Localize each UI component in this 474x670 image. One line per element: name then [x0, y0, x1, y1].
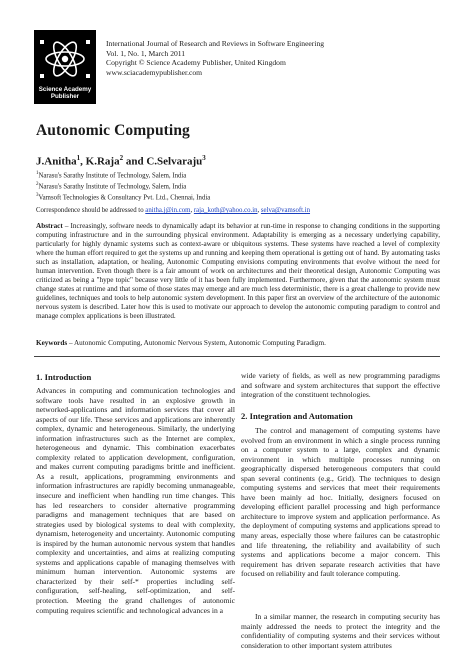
affiliation-sup: 3 [36, 193, 39, 198]
introduction-body: Advances in computing and communication technologies and software tools have resulted in an explosive growth in networked-applications and information services that cover all aspects of our life. These services and applications are inherently complex, dynamic and heterogeneous. Similarly, the underlying information infrastructures such as the Internet are complex, heterogeneous and dynamic. This combination exacerbates complexity related to application development, configuration, and makes current computing paradigms brittle and inefficient. As a result, applications, programming environments and information infrastructures are rapidly becoming unmanageable, insecure and inefficient when handling run time changes. This has led researchers to consider alternative programming paradigms and management techniques that are based on strategies used by biological systems to deal with complexity, dynamism, heterogeneity and uncertainty. Autonomic computing is inspired by the human autonomic nervous system that handles complexity and uncertainties, and aims at realizing computing systems and applications capable of managing themselves with minimum human intervention. Autonomic systems are characterized by their self-* properties including self-configuration, self-healing, self-optimization, and self-protection. Meeting the grand challenges of autonomic computing requires scientific and technological advances in a [36, 386, 235, 615]
integration-paragraph-1: The control and management of computing systems have evolved from an environment in which a single process running on a computer system to a large, complex and dynamic environment in which multiple processes running on geographically dispersed heterogeneous computers that could span several continents (e.g., Grid). The techniques to design computing systems and services that meet their requirements have been mainly ad hoc. Initially, designers focused on developing efficient parallel processing and high performance architecture to improve system and application performance. As the deployment of computing systems and applications spread to many areas, especially those where failures can be catastrophic and life threatening, the reliability and availability of such systems and applications become a major concern. This requirement has driven separate research activities that have focused on reliability and fault tolerance computing. [241, 426, 440, 579]
logo-line-2: Publisher [50, 93, 80, 100]
affiliation-text: Vamsoft Technologies & Consultancy Pvt. Ltd., Chennai, India [38, 194, 211, 202]
author-name: K.Raja [85, 155, 120, 168]
abstract-text: Increasingly, software needs to dynamically adapt its behavior at run-time in response to changing conditions in the supporting computing infrastructure and in the surrounding physical environment. Adaptability is emerging as a necessary underlying capability, particularly for highly dynamic systems such as context-aware or ubiquitous systems. These systems have reached a level of complexity where the human effort required to get the systems up and running and keeping them operational is getting out of hand. By automating tasks such as installation, adaptation, or healing, Autonomic Computing envisions computing environments that evolve without the need for human intervention. Even though there is a fair amount of work on architectures and their theoretical design, Autonomic Computing was criticized as being a "hype topic" because very little of it has been fully implemented. Furthermore, given that the autonomic system must change states at runtime and that some of those states may emerge and are much less deterministic, there is a great challenge to provide new guidelines, techniques and tools to help autonomic system development. In this paper first an overview of the architecture of the autonomic nervous system is described. Later how this is used to motivate our approach to develop the autonomic computing paradigm to control and manage complex applications is been illustrated. [36, 222, 441, 320]
keywords: Keywords – Autonomic Computing, Autonomic Nervous System, Autonomic Computing Paradigm. [36, 339, 326, 347]
integration-paragraph-2: In a similar manner, the research in computing security has mainly addressed the needs to protect the integrity and the confidentiality of computing systems and their services without consideration to other important system attributes [241, 612, 440, 650]
journal-info [106, 39, 426, 77]
author-sup: 1 [76, 154, 81, 162]
affiliation-text: Narasu's Sarathy Institute of Technology, Salem, India [38, 183, 187, 191]
abstract-label: Abstract [36, 222, 63, 230]
affiliation-text: Narasu's Sarathy Institute of Technology, Salem, India [38, 172, 187, 180]
affiliation [36, 170, 436, 180]
logo-line-1: Science Academy [38, 86, 92, 93]
journal-name: International Journal of Research and Reviews in Software Engineering [106, 39, 325, 48]
email-link[interactable]: selva@vamsoft.in [260, 207, 311, 214]
affiliation [36, 192, 436, 202]
continued-paragraph: wide variety of fields, as well as new programming paradigms and software and system architectures that support the effective integration of the constituent technologies. [241, 371, 440, 400]
paper-title: Autonomic Computing [36, 122, 190, 139]
author-sup: 3 [202, 154, 206, 162]
email-link[interactable]: anitha.j@in.com [145, 207, 191, 214]
affiliation [36, 181, 436, 191]
author-list: J.Anitha$^1$, K.Raja$^2$ and C.Selvaraju$^3$ [36, 154, 206, 168]
author-name: C.Selvaraju [146, 155, 203, 168]
section-heading-introduction: 1. Introduction [36, 372, 92, 382]
author-name: J.Anitha [36, 155, 77, 168]
atom-icon [34, 30, 96, 90]
email-link[interactable]: raja_koth@yahoo.co.in [193, 207, 258, 214]
journal-copyright: Copyright © Science Academy Publisher, United Kingdom [106, 58, 286, 68]
author-sup: 2 [119, 154, 124, 162]
journal-website[interactable]: www.sciacademypublisher.com [106, 67, 203, 77]
publisher-logo [34, 30, 96, 104]
keywords-label: Keywords [36, 339, 68, 347]
journal-volume: Vol. 1, No. 1, March 2011 [106, 48, 186, 58]
abstract: Abstract – Increasingly, software needs to dynamically adapt its behavior at run-time in response to changing conditions in the supporting computing infrastructure and in the surrounding physical environment. Adaptability is emerging as a necessary underlying capability, particularly for highly dynamic systems such as context-aware or ubiquitous systems. These systems have reached a level of complexity where the human effort required to get the systems up and running and keeping them operational is getting out of hand. By automating tasks such as installation, adaptation, or healing, Autonomic Computing envisions computing environments that evolve without the need for human intervention. Even though there is a fair amount of work on architectures and their theoretical design, Autonomic Computing was criticized as being a "hype topic" because very little of it has been fully implemented. Furthermore, given that the autonomic system must change states at runtime and that some of those states may emerge and are much less deterministic, there is a great challenge to provide new guidelines, techniques and tools to help autonomic system development. In this paper first an overview of the architecture of the autonomic nervous system is described. Later how this is used to motivate our approach to develop the autonomic computing paradigm to control and manage complex applications is been illustrated. [36, 222, 441, 320]
correspondence-label: Correspondence should be addressed to [36, 207, 144, 214]
affiliation-sup: 1 [36, 171, 39, 176]
affiliation-sup: 2 [36, 182, 39, 187]
keywords-text: Autonomic Computing, Autonomic Nervous System, Autonomic Computing Paradigm. [73, 339, 326, 347]
correspondence: Correspondence should be addressed to anitha.j@in.com, raja_koth@yahoo.co.in, selva@vamsoft.in [36, 207, 311, 214]
divider [34, 356, 440, 357]
section-heading-integration: 2. Integration and Automation [241, 411, 353, 421]
